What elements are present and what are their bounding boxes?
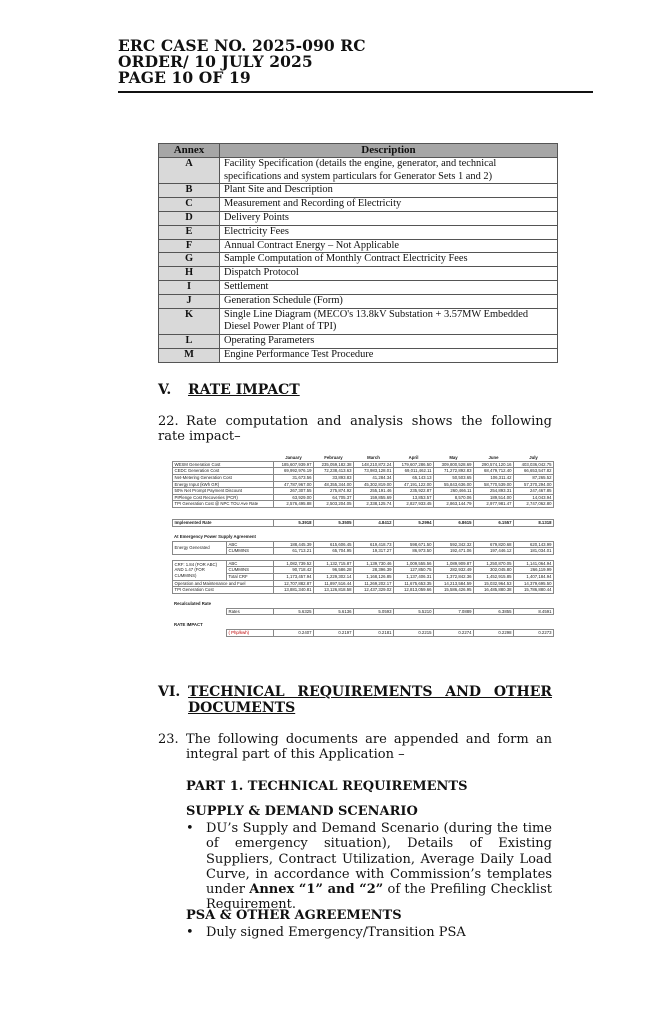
annex-letter: A bbox=[159, 157, 220, 184]
annex-row bbox=[159, 239, 558, 253]
value-cell: 6.8615 bbox=[434, 519, 474, 526]
value-cell: 266,119.99 bbox=[514, 567, 554, 574]
list-item bbox=[186, 925, 552, 940]
table-row bbox=[173, 468, 554, 475]
value-cell: 13,881,340.81 bbox=[274, 587, 314, 594]
row-label: TPI Generation Cost bbox=[173, 587, 274, 594]
value-cell: 7.0889 bbox=[434, 608, 474, 615]
annex-letter: K bbox=[159, 308, 220, 335]
annex-description: Plant Site and Description bbox=[220, 184, 558, 198]
value-cell: 181,034.01 bbox=[514, 548, 554, 555]
value-cell: 50,503.65 bbox=[434, 474, 474, 481]
value-cell: 255,191.46 bbox=[354, 488, 394, 495]
list-item bbox=[186, 821, 552, 913]
value-cell: 65,704.95 bbox=[314, 548, 354, 555]
value-cell: 47,787,967.00 bbox=[274, 481, 314, 488]
value-cell: 5.3918 bbox=[274, 519, 314, 526]
value-cell: 192,471.06 bbox=[434, 548, 474, 555]
value-cell: 8.1318 bbox=[514, 519, 554, 526]
value-cell: 275,874.92 bbox=[314, 488, 354, 495]
value-cell: 2,747,062.80 bbox=[514, 501, 554, 508]
table-row bbox=[173, 567, 554, 574]
value-cell: 592,342.32 bbox=[434, 541, 474, 548]
annex-description: Operating Parameters bbox=[220, 335, 558, 349]
annex-letter: F bbox=[159, 239, 220, 253]
row-label: Implemented Rate bbox=[173, 519, 274, 526]
value-cell: 63,929.00 bbox=[274, 494, 314, 501]
value-cell: 8,570.06 bbox=[434, 494, 474, 501]
value-cell: 87,265.52 bbox=[514, 474, 554, 481]
value-cell: 11,897,516.44 bbox=[314, 580, 354, 587]
value-cell: 5.2994 bbox=[394, 519, 434, 526]
value-cell: 247,467.85 bbox=[514, 488, 554, 495]
bullet-icon: • bbox=[186, 821, 194, 836]
section-title: RATE IMPACT bbox=[188, 382, 300, 398]
month-header: February bbox=[314, 455, 354, 461]
paragraph-22 bbox=[158, 414, 552, 445]
order-date: ORDER/ 10 JULY 2025 bbox=[118, 52, 313, 71]
value-cell: 159,855.69 bbox=[354, 494, 394, 501]
value-cell: 403,036,042.75 bbox=[514, 461, 554, 468]
annex-description: Dispatch Protocol bbox=[220, 267, 558, 281]
month-header: June bbox=[474, 455, 514, 461]
psa-heading: PSA & OTHER AGREEMENTS bbox=[186, 908, 402, 923]
row-label: 50% Net Prompt Payment Discount bbox=[173, 488, 274, 495]
annex-letter: J bbox=[159, 294, 220, 308]
value-cell: 2,863,144.79 bbox=[434, 501, 474, 508]
bullet-text-end: of the Prefiling Checklist Requirement. bbox=[206, 882, 552, 913]
table-row bbox=[173, 532, 554, 541]
value-cell: 28,396.39 bbox=[354, 567, 394, 574]
value-cell: 619,418.73 bbox=[354, 541, 394, 548]
value-cell: 598,671.50 bbox=[394, 541, 434, 548]
spacer-cell bbox=[173, 608, 227, 615]
row-label: Net-Metering Generation Cost bbox=[173, 474, 274, 481]
value-cell: 15,786,880.44 bbox=[514, 587, 554, 594]
annex-row bbox=[159, 198, 558, 212]
annex-row bbox=[159, 253, 558, 267]
annex-letter: B bbox=[159, 184, 220, 198]
annex-table bbox=[158, 143, 558, 363]
value-cell: 5.6325 bbox=[274, 608, 314, 615]
section-number: VI. bbox=[158, 684, 181, 700]
row-sublabel: CUMMINS bbox=[227, 548, 274, 555]
row-sublabel: Total CRF bbox=[227, 573, 274, 580]
annex-row bbox=[159, 157, 558, 184]
case-number: ERC CASE NO. 2025-090 RC bbox=[118, 36, 366, 55]
value-cell: 16,485,880.38 bbox=[474, 587, 514, 594]
table-row bbox=[173, 519, 554, 526]
value-cell: 58,770,539.00 bbox=[474, 481, 514, 488]
value-cell: 69,011,462.11 bbox=[394, 468, 434, 475]
row-label: WESM Generation Cost bbox=[173, 461, 274, 468]
psa-list bbox=[186, 925, 552, 940]
value-cell: 260,466.11 bbox=[434, 488, 474, 495]
value-cell: 12,437,329.02 bbox=[354, 587, 394, 594]
row-label: PIPlenge Cost Recoveries (PCR) bbox=[173, 494, 274, 501]
annex-description: Single Line Diagram (MECO's 13.8kV Substation + 3.57MW Embedded Diesel Power Plant of TPI) bbox=[220, 308, 558, 335]
value-cell: 197,446.12 bbox=[474, 548, 514, 555]
value-cell: 188,445.39 bbox=[274, 541, 314, 548]
bullet-text: Duly signed Emergency/Transition PSA bbox=[206, 925, 466, 940]
value-cell: 5.0593 bbox=[354, 608, 394, 615]
annex-description: Engine Performance Test Procedure bbox=[220, 348, 558, 362]
section-technical-requirements-title bbox=[158, 684, 552, 716]
value-cell: 282,932.49 bbox=[434, 567, 474, 574]
value-cell: 11,269,202.17 bbox=[354, 580, 394, 587]
value-cell: 13,126,818.58 bbox=[314, 587, 354, 594]
value-cell: 1,372,842.36 bbox=[434, 573, 474, 580]
value-cell: 47,191,122.00 bbox=[394, 481, 434, 488]
spacer-cell bbox=[173, 630, 227, 637]
annex-row bbox=[159, 280, 558, 294]
annex-row bbox=[159, 335, 558, 349]
value-cell: 615,606.45 bbox=[314, 541, 354, 548]
annex-description: Annual Contract Energy – Not Applicable bbox=[220, 239, 558, 253]
value-cell: 73,983,128.01 bbox=[354, 468, 394, 475]
value-cell: 1,139,730.46 bbox=[354, 560, 394, 567]
value-cell: 0.2298 bbox=[474, 630, 514, 637]
annex-description: Settlement bbox=[220, 280, 558, 294]
annex-row bbox=[159, 348, 558, 362]
table-row bbox=[173, 573, 554, 580]
value-cell: 106,311.42 bbox=[474, 474, 514, 481]
row-label: CRF: 1.84 (FOR ABC) AND 1.47 (FOR CUMMINS) bbox=[173, 560, 227, 580]
value-cell: 235,059,182.38 bbox=[314, 461, 354, 468]
annex-row bbox=[159, 225, 558, 239]
value-cell: 0.2274 bbox=[434, 630, 474, 637]
value-cell: 96,586.28 bbox=[314, 567, 354, 574]
annex-description: Delivery Points bbox=[220, 211, 558, 225]
value-cell: 189,514.00 bbox=[474, 494, 514, 501]
value-cell: 66,653,547.82 bbox=[514, 468, 554, 475]
annex-description: Generation Schedule (Form) bbox=[220, 294, 558, 308]
table-row bbox=[173, 474, 554, 481]
header-divider bbox=[118, 91, 593, 93]
supply-demand-list bbox=[186, 821, 552, 913]
value-cell: 1,132,715.87 bbox=[314, 560, 354, 567]
value-cell: 0.2273 bbox=[514, 630, 554, 637]
page-header bbox=[118, 38, 366, 86]
value-cell: 12,813,059.66 bbox=[394, 587, 434, 594]
month-header: April bbox=[394, 455, 434, 461]
annex-letter: L bbox=[159, 335, 220, 349]
row-sublabel: ( Php/kwh) bbox=[227, 630, 274, 637]
table-row bbox=[173, 621, 554, 630]
value-cell: 1,250,870.05 bbox=[474, 560, 514, 567]
annex-letter: D bbox=[159, 211, 220, 225]
row-sublabel: CUMMINS bbox=[227, 567, 274, 574]
value-cell: 6.3855 bbox=[474, 608, 514, 615]
value-cell: 235,922.87 bbox=[394, 488, 434, 495]
table-row bbox=[173, 580, 554, 587]
value-cell: 14,213,584.59 bbox=[434, 580, 474, 587]
row-label: TPI Generation Cost @ NPC TOU Ave Rate bbox=[173, 501, 274, 508]
annex-description: Sample Computation of Monthly Contract Electricity Fees bbox=[220, 253, 558, 267]
value-cell: 19,317.27 bbox=[354, 548, 394, 555]
row-label: CEDC Generation Cost bbox=[173, 468, 274, 475]
annex-table-header bbox=[159, 144, 558, 158]
value-cell: 148,210,872.24 bbox=[354, 461, 394, 468]
supply-demand-heading: SUPPLY & DEMAND SCENARIO bbox=[186, 804, 418, 819]
value-cell: 679,820.68 bbox=[474, 541, 514, 548]
annex-col-header: Annex bbox=[159, 144, 220, 158]
value-cell: 14,043.94 bbox=[514, 494, 554, 501]
value-cell: 5.3505 bbox=[314, 519, 354, 526]
value-cell: 5.6136 bbox=[314, 608, 354, 615]
value-cell: 15,586,426.95 bbox=[434, 587, 474, 594]
row-sublabel: ABC bbox=[227, 541, 274, 548]
value-cell: 1,089,909.87 bbox=[434, 560, 474, 567]
value-cell: 90,718.42 bbox=[274, 567, 314, 574]
table-row bbox=[173, 599, 554, 608]
annex-row bbox=[159, 267, 558, 281]
rate-impact-title: RATE IMPACT bbox=[174, 622, 203, 628]
value-cell: 11,675,653.35 bbox=[394, 580, 434, 587]
value-cell: 12,707,882.87 bbox=[274, 580, 314, 587]
value-cell: 68,479,712.40 bbox=[474, 468, 514, 475]
section-rate-impact-title bbox=[158, 382, 300, 398]
annex-letter: M bbox=[159, 348, 220, 362]
bullet-bold-text: Annex “1” and “2” bbox=[249, 882, 384, 898]
value-cell: 254,893.31 bbox=[474, 488, 514, 495]
paragraph-text: The following documents are appended and form an integral part of this Application – bbox=[186, 732, 552, 763]
value-cell: 8.4591 bbox=[514, 608, 554, 615]
annex-row bbox=[159, 211, 558, 225]
annex-letter: H bbox=[159, 267, 220, 281]
month-header: May bbox=[434, 455, 474, 461]
bullet-text: DU’s Supply and Demand Scenario (during the time of emergency situation), Details of Existing Suppliers, Contract Utilization, Average Daily Load Curve, in accordance with Commission’s templates under bbox=[206, 821, 552, 898]
month-header: March bbox=[354, 455, 394, 461]
value-cell: 1,452,915.85 bbox=[474, 573, 514, 580]
paragraph-23 bbox=[158, 732, 552, 763]
value-cell: 1,009,555.56 bbox=[394, 560, 434, 567]
value-cell: 2,576,495.88 bbox=[274, 501, 314, 508]
value-cell: 6.1557 bbox=[474, 519, 514, 526]
rate-impact-table-image bbox=[172, 455, 554, 637]
value-cell: 0.2181 bbox=[354, 630, 394, 637]
row-sublabel: Rates bbox=[227, 608, 274, 615]
value-cell: 31,673.56 bbox=[274, 474, 314, 481]
value-cell: 620,143.99 bbox=[514, 541, 554, 548]
paragraph-number: 23. bbox=[158, 732, 179, 747]
section-number: V. bbox=[158, 382, 172, 398]
row-label: Energy Generated bbox=[173, 541, 227, 554]
value-cell: 4.8412 bbox=[354, 519, 394, 526]
value-cell: 45,302,819.00 bbox=[354, 481, 394, 488]
annex-row bbox=[159, 308, 558, 335]
table-row bbox=[173, 488, 554, 495]
value-cell: 1,168,126.85 bbox=[354, 573, 394, 580]
annex-description: Facility Specification (details the engine, generator, and technical specifications and system particulars for Generator Sets 1 and 2) bbox=[220, 157, 558, 184]
value-cell: 0.2197 bbox=[314, 630, 354, 637]
row-sublabel: ABC bbox=[227, 560, 274, 567]
value-cell: 15,032,964.53 bbox=[474, 580, 514, 587]
agreement-title: At Emergency Power Supply Agreement bbox=[174, 533, 256, 539]
value-cell: 14,379,695.50 bbox=[514, 580, 554, 587]
table-row bbox=[173, 548, 554, 555]
value-cell: 57,370,294.00 bbox=[514, 481, 554, 488]
value-cell: 179,607,286.50 bbox=[394, 461, 434, 468]
value-cell: 1,229,302.14 bbox=[314, 573, 354, 580]
table-row bbox=[173, 494, 554, 501]
value-cell: 267,307.55 bbox=[274, 488, 314, 495]
table-row bbox=[173, 630, 554, 637]
table-row bbox=[173, 560, 554, 567]
table-row bbox=[173, 481, 554, 488]
value-cell: 1,141,064.94 bbox=[514, 560, 554, 567]
value-cell: 1,137,406.31 bbox=[394, 573, 434, 580]
table-row bbox=[173, 587, 554, 594]
value-cell: 5.5210 bbox=[394, 608, 434, 615]
page-number: PAGE 10 OF 19 bbox=[118, 68, 251, 87]
value-cell: 71,272,892.83 bbox=[434, 468, 474, 475]
part1-heading: PART 1. TECHNICAL REQUIREMENTS bbox=[186, 779, 468, 794]
value-cell: 290,574,120.16 bbox=[474, 461, 514, 468]
value-cell: 48,355,344.00 bbox=[314, 481, 354, 488]
section-title-line1: TECHNICAL REQUIREMENTS AND OTHER bbox=[188, 684, 552, 700]
value-cell: 2,827,933.45 bbox=[394, 501, 434, 508]
value-cell: 86,973.50 bbox=[394, 548, 434, 555]
value-cell: 1,407,184.94 bbox=[514, 573, 554, 580]
value-cell: 64,705.37 bbox=[314, 494, 354, 501]
value-cell: 1,173,457.94 bbox=[274, 573, 314, 580]
value-cell: 55,843,636.00 bbox=[434, 481, 474, 488]
bullet-icon: • bbox=[186, 925, 194, 940]
annex-letter: I bbox=[159, 280, 220, 294]
rate-impact-table bbox=[172, 455, 554, 637]
value-cell: 41,284.34 bbox=[354, 474, 394, 481]
value-cell: 33,893.83 bbox=[314, 474, 354, 481]
value-cell: 0.2215 bbox=[394, 630, 434, 637]
value-cell: 2,977,981.47 bbox=[474, 501, 514, 508]
value-cell: 309,800,528.69 bbox=[434, 461, 474, 468]
paragraph-text: Rate computation and analysis shows the following rate impact– bbox=[158, 414, 552, 445]
annex-row bbox=[159, 294, 558, 308]
value-cell: 61,713.21 bbox=[274, 548, 314, 555]
annex-letter: G bbox=[159, 253, 220, 267]
paragraph-number: 22. bbox=[158, 414, 179, 429]
annex-letter: C bbox=[159, 198, 220, 212]
annex-description: Measurement and Recording of Electricity bbox=[220, 198, 558, 212]
value-cell: 69,992,976.19 bbox=[274, 468, 314, 475]
description-col-header: Description bbox=[220, 144, 558, 158]
annex-letter: E bbox=[159, 225, 220, 239]
month-header: January bbox=[274, 455, 314, 461]
month-header: July bbox=[514, 455, 554, 461]
row-label: Operation and Maintenance and Fuel bbox=[173, 580, 274, 587]
row-label: Energy Input (kWh GR) bbox=[173, 481, 274, 488]
table-row bbox=[173, 461, 554, 468]
recalculated-title: Recalculated Rate bbox=[174, 600, 212, 606]
value-cell: 13,853.57 bbox=[394, 494, 434, 501]
value-cell: 65,143.13 bbox=[394, 474, 434, 481]
table-row bbox=[173, 501, 554, 508]
value-cell: 302,045.80 bbox=[474, 567, 514, 574]
value-cell: 2,503,204.05 bbox=[314, 501, 354, 508]
value-cell: 1,082,739.52 bbox=[274, 560, 314, 567]
table-row bbox=[173, 541, 554, 548]
annex-row bbox=[159, 184, 558, 198]
value-cell: 185,607,939.97 bbox=[274, 461, 314, 468]
table-row bbox=[173, 608, 554, 615]
section-title-line2: DOCUMENTS bbox=[188, 700, 296, 716]
value-cell: 0.2407 bbox=[274, 630, 314, 637]
value-cell: 2,338,125.74 bbox=[354, 501, 394, 508]
value-cell: 72,238,413.63 bbox=[314, 468, 354, 475]
value-cell: 127,850.75 bbox=[394, 567, 434, 574]
annex-description: Electricity Fees bbox=[220, 225, 558, 239]
